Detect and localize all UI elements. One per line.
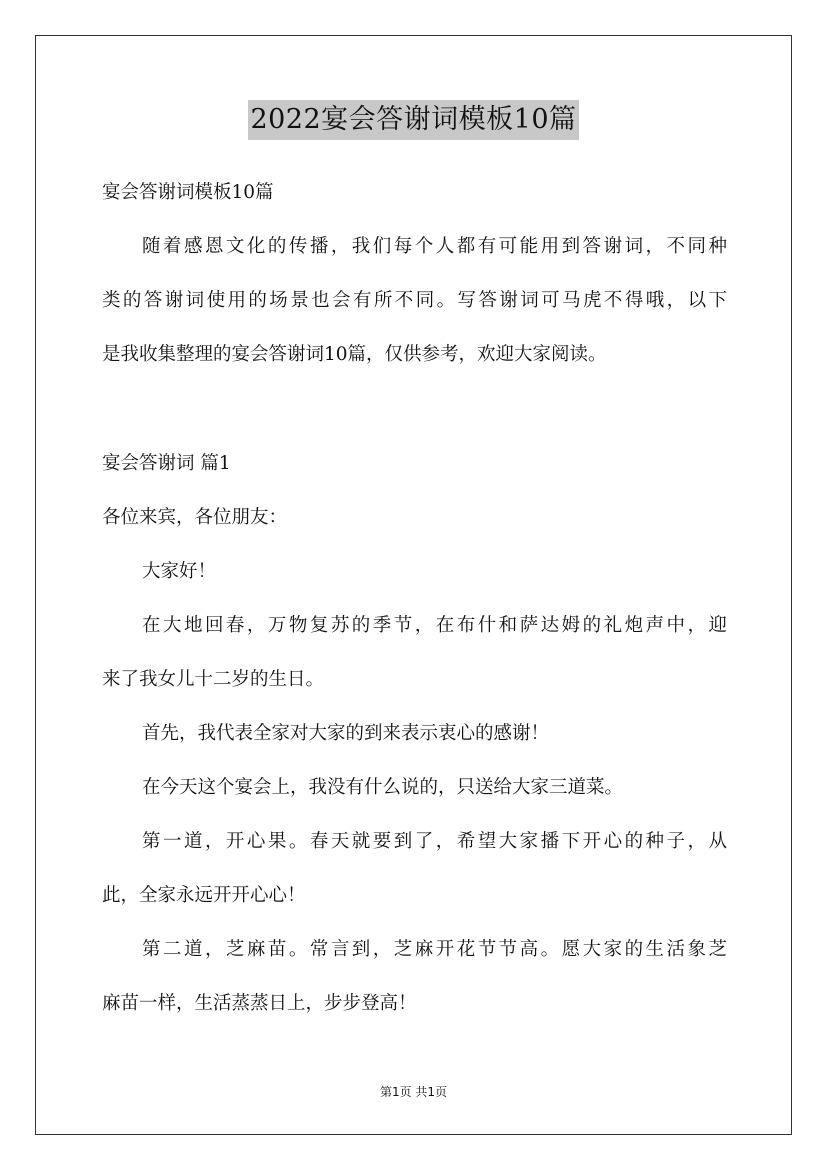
document-title: 2022宴会答谢词模板10篇 bbox=[248, 100, 578, 140]
paragraph-5-line-2: 麻苗一样，生活蒸蒸日上，步步登高！ bbox=[102, 993, 417, 1014]
intro-line-3: 是我收集整理的宴会答谢词10篇，仅供参考，欢迎大家阅读。 bbox=[102, 344, 607, 365]
paragraph-2: 首先，我代表全家对大家的到来表示衷心的感谢！ bbox=[142, 723, 550, 744]
document-subtitle: 宴会答谢词模板10篇 bbox=[102, 182, 274, 203]
paragraph-4-line-2: 此，全家永远开开心心！ bbox=[102, 885, 306, 906]
intro-line-1: 随着感恩文化的传播，我们每个人都有可能用到答谢词，不同种 bbox=[142, 236, 727, 257]
paragraph-1-line-1: 在大地回春，万物复苏的季节，在布什和萨达姆的礼炮声中，迎 bbox=[142, 615, 727, 636]
section-heading: 宴会答谢词 篇1 bbox=[102, 453, 231, 474]
greeting: 大家好！ bbox=[142, 561, 217, 582]
paragraph-4-line-1: 第一道，开心果。春天就要到了，希望大家播下开心的种子，从 bbox=[142, 831, 727, 852]
paragraph-5-line-1: 第二道，芝麻苗。常言到，芝麻开花节节高。愿大家的生活象芝 bbox=[142, 939, 727, 960]
page-footer: 第1页 共1页 bbox=[379, 1085, 448, 1099]
paragraph-3: 在今天这个宴会上，我没有什么说的，只送给大家三道菜。 bbox=[142, 777, 624, 798]
paragraph-1-line-2: 来了我女儿十二岁的生日。 bbox=[102, 669, 325, 690]
title-container bbox=[0, 100, 827, 140]
intro-line-2: 类的答谢词使用的场景也会有所不同。写答谢词可马虎不得哦，以下 bbox=[102, 290, 727, 311]
salutation: 各位来宾，各位朋友： bbox=[102, 507, 288, 528]
